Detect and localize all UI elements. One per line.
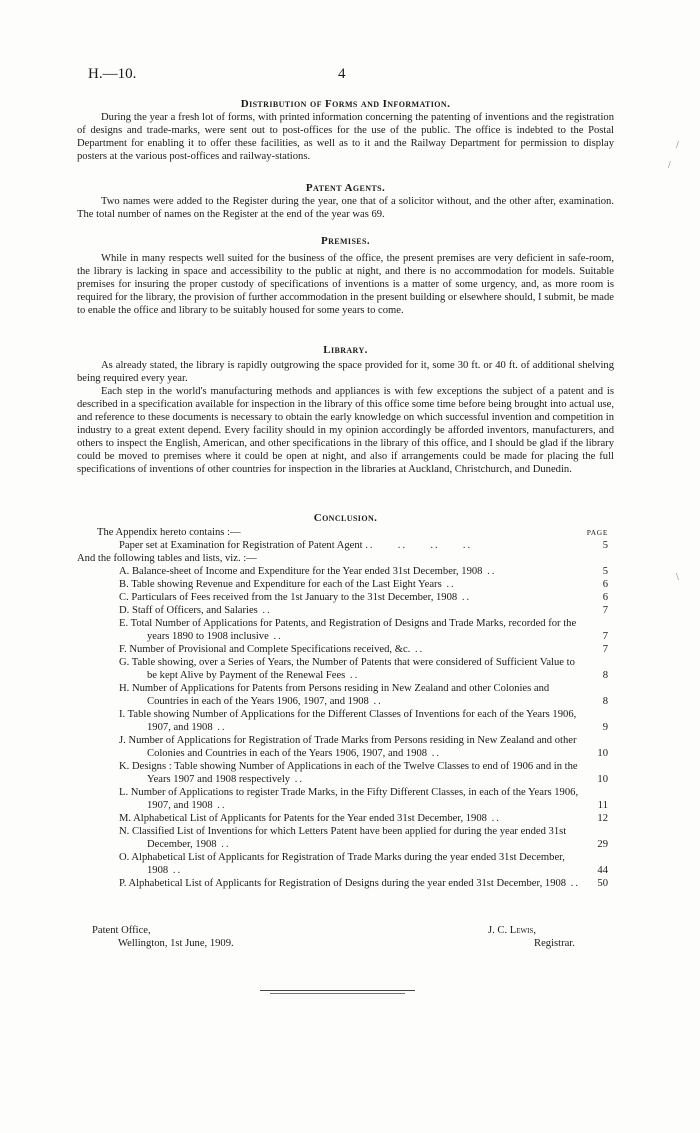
appendix-and-line: And the following tables and lists, viz. :— xyxy=(77,553,257,564)
entry-letter: K. xyxy=(119,761,130,772)
appendix-entry: Paper set at Examination for Registration of Patent Agent .. .. .. .. 5 xyxy=(119,540,608,551)
entry-text: Number of Provisional and Complete Specifications received, &c. xyxy=(129,644,411,655)
appendix-entry: A. Balance-sheet of Income and Expenditure for the Year ended 31st December, 1908 .. 5 xyxy=(119,566,608,577)
entry-page: 7 xyxy=(602,605,608,616)
appendix-entry: M. Alphabetical List of Applicants for Patents for the Year ended 31st December, 1908 .. 12 xyxy=(119,813,608,824)
appendix-intro: The Appendix hereto contains :— xyxy=(97,527,241,538)
entry-text: Number of Applications to register Trade Marks, in the Fifty Different Classes, in each of the Years 1906, 1907, and 1908 xyxy=(130,787,579,811)
entry-text: Particulars of Fees received from the 1st January to the 31st December, 1908 xyxy=(131,592,458,603)
section-patent-agents xyxy=(77,182,614,221)
entry-page: 29 xyxy=(597,839,608,850)
appendix-entry: J. Number of Applications for Registration of Trade Marks from Persons residing in New Zealand and other Colonies and Countries in each of the Years 1906, 1907, and 1908 .. 10 xyxy=(119,735,608,759)
entry-text: Table showing, over a Series of Years, the Number of Patents that were considered of Sufficient Value to be kept Alive by Payment of the Renewal Fees xyxy=(131,657,575,681)
entry-letter: G. xyxy=(119,657,130,668)
section-conclusion xyxy=(77,512,614,525)
section-title: Library. xyxy=(323,344,368,356)
stray-mark: \ xyxy=(676,572,679,583)
section-title: Patent Agents. xyxy=(305,182,386,194)
entry-text: Classified List of Inventions for which Letters Patent have been applied for during the year ended 31st December, 1908 xyxy=(131,826,567,850)
entry-letter: F. xyxy=(119,644,127,655)
paragraph: As already stated, the library is rapidly outgrowing the space provided for it, some 30 ft. or 40 ft. of additional shelving being required every year. xyxy=(77,360,614,384)
entry-page: 12 xyxy=(597,813,608,824)
appendix-entry: P. Alphabetical List of Applicants for Registration of Designs during the year ended 31st December, 1908 .. 50 xyxy=(119,878,608,889)
entry-page: 8 xyxy=(602,696,608,707)
section-premises xyxy=(77,235,614,317)
entry-text: Number of Applications for Registration of Trade Marks from Persons residing in New Zealand and other Colonies and Countries in each of the Years 1906, 1907, and 1908 xyxy=(128,735,577,759)
appendix-entry: B. Table showing Revenue and Expenditure for each of the Last Eight Years .. 6 xyxy=(119,579,608,590)
section-title: Distribution of Forms and Information. xyxy=(240,98,451,110)
entry-letter: L. xyxy=(119,787,129,798)
entry-letter: C. xyxy=(119,592,129,603)
entry-letter: E. xyxy=(119,618,129,629)
section-title: Premises. xyxy=(320,235,371,247)
section-distribution xyxy=(77,98,614,163)
entry-page: 6 xyxy=(602,592,608,603)
entry-text: Table showing Number of Applications for the Different Classes of Inventions for each of the Years 1906, 1907, and 1908 xyxy=(127,709,577,733)
entry-page: 8 xyxy=(602,670,608,681)
entry-page: 44 xyxy=(597,865,608,876)
signature-title: Registrar. xyxy=(534,938,575,949)
entry-letter: M. xyxy=(119,813,132,824)
stray-mark: / xyxy=(676,140,679,151)
entry-letter: H. xyxy=(119,683,130,694)
appendix-entry: O. Alphabetical List of Applicants for Registration of Trade Marks during the year ended 31st December, 1908 .. 44 xyxy=(119,852,608,876)
appendix-entry: E. Total Number of Applications for Patents, and Registration of Designs and Trade Marks, recorded for the years 1890 to 1908 inclusive .. 7 xyxy=(119,618,608,642)
appendix-entry: D. Staff of Officers, and Salaries .. 7 xyxy=(119,605,608,616)
appendix-entry: C. Particulars of Fees received from the 1st January to the 31st December, 1908 .. 6 xyxy=(119,592,608,603)
signature-place xyxy=(92,924,234,950)
entry-text: Table showing Revenue and Expenditure for each of the Last Eight Years xyxy=(131,579,442,590)
appendix-contents xyxy=(77,526,614,890)
stray-mark: / xyxy=(668,160,671,171)
appendix-entry: H. Number of Applications for Patents from Persons residing in New Zealand and other Colonies and Countries in each of the Years 1906, 1907, and 1908 .. 8 xyxy=(119,683,608,707)
paragraph: Two names were added to the Register during the year, one that of a solicitor without, and the other after, examination. The total number of names on the Register at the end of the year was 69. xyxy=(77,196,614,220)
appendix-entries xyxy=(77,565,614,890)
paragraph: Each step in the world's manufacturing methods and appliances is with few exceptions the subject of a patent and is described in a specification available for inspection in the library of this office some time before being brought into actual use, and reference to these documents is necessary to obtain the early knowledge on which successful invention and competition in industry to a great extent depend. Every facility should in my opinion accordingly be afforded inventors, manufacturers, and others to inspect the English, American, and other specifications in the library of this office, and I should be glad if the library could be moved to premises where it could be open at night, and also if arrangements could be made for placing the full specifications of inventions of other countries for inspection in the libraries at Auckland, Christchurch, and Dunedin. xyxy=(77,386,614,475)
entry-text: Number of Applications for Patents from Persons residing in New Zealand and other Colonies and Countries in each of the Years 1906, 1907, and 1908 xyxy=(131,683,550,707)
signature-date: Wellington, 1st June, 1909. xyxy=(118,938,234,949)
entry-text: Alphabetical List of Applicants for Registration of Trade Marks during the year ended 31st December, 1908 xyxy=(131,852,565,876)
entry-text: Total Number of Applications for Patents, and Registration of Designs and Trade Marks, recorded for the years 1890 to 1908 inclusive xyxy=(130,618,577,642)
entry-text: Balance-sheet of Income and Expenditure for the Year ended 31st December, 1908 xyxy=(131,566,483,577)
entry-text: Staff of Officers, and Salaries xyxy=(131,605,258,616)
closing-rule xyxy=(270,993,405,994)
appendix-entry: I. Table showing Number of Applications for the Different Classes of Inventions for each of the Years 1906, 1907, and 1908 .. 9 xyxy=(119,709,608,733)
entry-letter: B. xyxy=(119,579,129,590)
entry-page: 5 xyxy=(602,540,608,551)
appendix-entry: L. Number of Applications to register Trade Marks, in the Fifty Different Classes, in each of the Years 1906, 1907, and 1908 .. 11 xyxy=(119,787,608,811)
paragraph: While in many respects well suited for the business of the office, the present premises are very deficient in safe-room, the library is lacking in space and accessibility to the public at night, and there is no accommodation for models. Suitable premises for insuring the proper custody of specifications of inventions is a matter of some urgency, and, as more room is required for the library, the provision of further accommodation in the present building or elsewhere should, I submit, be made to enable the office and library to be suitably housed for some years to come. xyxy=(77,253,614,316)
appendix-entry: N. Classified List of Inventions for which Letters Patent have been applied for during the year ended 31st December, 1908 .. 29 xyxy=(119,826,608,850)
entry-text: Alphabetical List of Applicants for Patents for the Year ended 31st December, 1908 xyxy=(133,813,487,824)
signature-name: J. C. Lewis, xyxy=(488,925,537,936)
entry-letter: N. xyxy=(119,826,130,837)
section-title: Conclusion. xyxy=(313,512,378,524)
entry-letter: I. xyxy=(119,709,126,720)
entry-text: Paper set at Examination for Registration of Patent Agent xyxy=(119,540,363,551)
entry-letter: P. xyxy=(119,878,127,889)
entry-letter: A. xyxy=(119,566,130,577)
entry-page: 5 xyxy=(602,566,608,577)
entry-letter: O. xyxy=(119,852,130,863)
page-number: 4 xyxy=(338,66,346,82)
page-column-header: PAGE xyxy=(586,528,608,537)
entry-page: 50 xyxy=(597,878,608,889)
report-code: H.—10. xyxy=(88,66,137,82)
entry-letter: D. xyxy=(119,605,130,616)
closing-rule xyxy=(260,990,415,991)
appendix-entry: F. Number of Provisional and Complete Specifications received, &c. .. 7 xyxy=(119,644,608,655)
appendix-entry: K. Designs : Table showing Number of Applications in each of the Twelve Classes to end of 1906 and in the Years 1907 and 1908 respectively .. 10 xyxy=(119,761,608,785)
entry-page: 6 xyxy=(602,579,608,590)
signature-office: Patent Office, xyxy=(92,925,151,936)
entry-page: 9 xyxy=(602,722,608,733)
section-library xyxy=(77,344,614,476)
entry-page: 10 xyxy=(597,748,608,759)
entry-text: Alphabetical List of Applicants for Registration of Designs during the year ended 31st December, 1908 xyxy=(128,878,567,889)
signature-block xyxy=(488,924,575,950)
entry-text: Designs : Table showing Number of Applications in each of the Twelve Classes to end of 1906 and in the Years 1907 and 1908 respectively xyxy=(131,761,578,785)
appendix-entry: G. Table showing, over a Series of Years, the Number of Patents that were considered of Sufficient Value to be kept Alive by Payment of the Renewal Fees .. 8 xyxy=(119,657,608,681)
entry-page: 7 xyxy=(602,631,608,642)
paragraph: During the year a fresh lot of forms, with printed information concerning the patenting of inventions and the registration of designs and trade-marks, were sent out to post-offices for the use of the public. The office is indebted to the Postal Department for enabling it to offer these facilities, as well as to it and the Railway Department for permission to display posters at the various post-offices and railway-stations. xyxy=(77,112,614,162)
entry-letter: J. xyxy=(119,735,126,746)
entry-page: 10 xyxy=(597,774,608,785)
entry-page: 11 xyxy=(597,800,608,811)
entry-page: 7 xyxy=(602,644,608,655)
